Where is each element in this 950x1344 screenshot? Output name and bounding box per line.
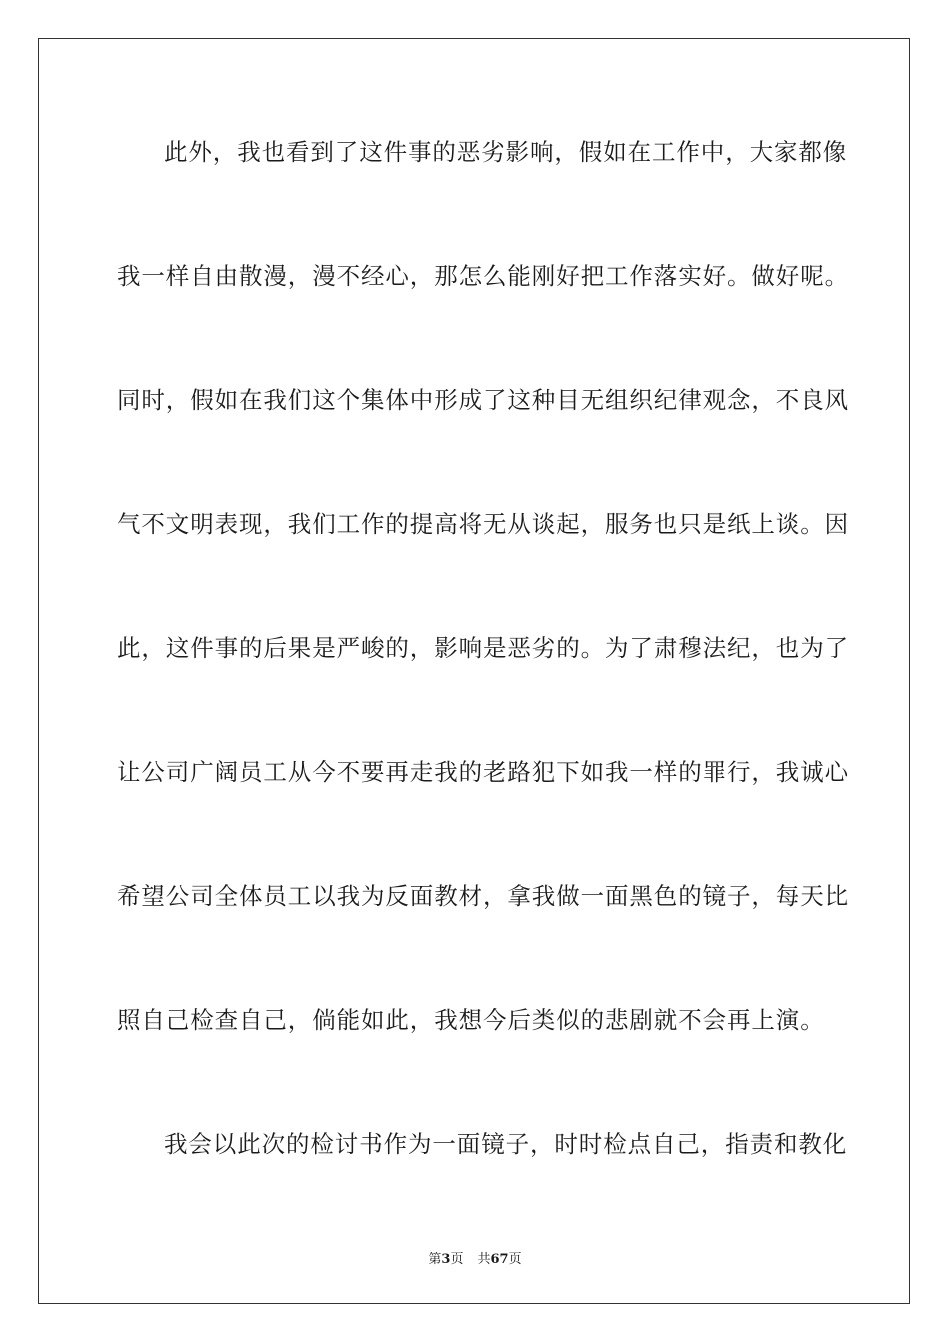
paragraph-line: 让公司广阔员工从今不要再走我的老路犯下如我一样的罪行，我诚心 (117, 758, 849, 786)
paragraph-line: 此外，我也看到了这件事的恶劣影响，假如在工作中，大家都像 (164, 138, 848, 166)
page-number: 3 (441, 1252, 451, 1267)
paragraph-line: 我会以此次的检讨书作为一面镜子，时时检点自己，指责和教化 (164, 1130, 848, 1158)
total-pages: 67 (490, 1252, 509, 1267)
paragraph-line: 同时，假如在我们这个集体中形成了这种目无组织纪律观念，不良风 (117, 386, 849, 414)
total-prefix: 共 (477, 1252, 491, 1267)
total-suffix: 页 (508, 1252, 522, 1267)
paragraph-line: 气不文明表现，我们工作的提高将无从谈起，服务也只是纸上谈。因 (117, 510, 849, 538)
paragraph-line: 希望公司全体员工以我为反面教材，拿我做一面黑色的镜子，每天比 (117, 882, 849, 910)
paragraph-line: 此，这件事的后果是严峻的，影响是恶劣的。为了肃穆法纪，也为了 (117, 634, 849, 662)
page-footer (0, 1248, 950, 1267)
page-prefix: 第 (428, 1252, 442, 1267)
page-suffix: 页 (450, 1252, 464, 1267)
page-border (38, 38, 910, 1304)
paragraph-line: 照自己检查自己，倘能如此，我想今后类似的悲剧就不会再上演。 (117, 1006, 825, 1034)
paragraph-line: 我一样自由散漫，漫不经心，那怎么能刚好把工作落实好。做好呢。 (117, 262, 849, 290)
